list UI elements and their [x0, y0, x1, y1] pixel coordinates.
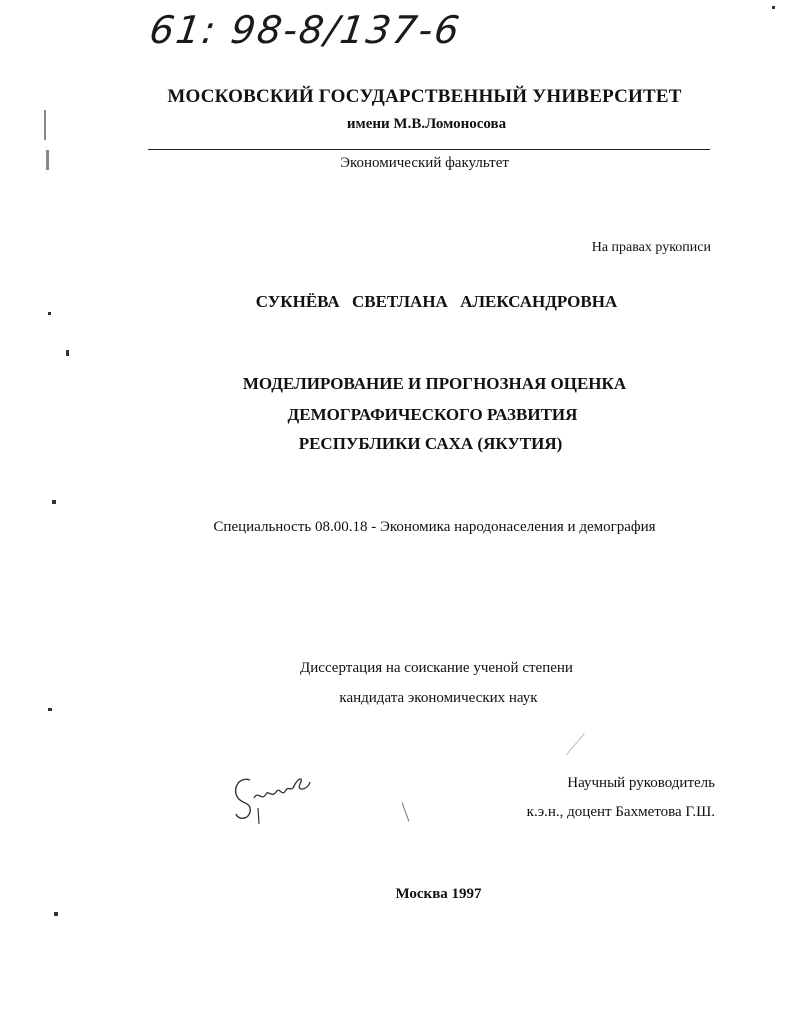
thesis-title-line-1: МОДЕЛИРОВАНИЕ И ПРОГНОЗНАЯ ОЦЕНКА [242, 374, 627, 393]
supervisor-label: Научный руководитель [567, 775, 715, 791]
scan-speck [44, 110, 46, 140]
author-name: СУКНЁВА СВЕТЛАНА АЛЕКСАНДРОВНА [255, 292, 618, 311]
city-year: Москва 1997 [395, 886, 482, 902]
scan-speck [54, 912, 58, 916]
scan-speck [52, 500, 56, 504]
thesis-title-line-3: РЕСПУБЛИКИ САХА (ЯКУТИЯ) [298, 434, 563, 453]
university-named-after: имени М.В.Ломоносова [346, 116, 507, 132]
scan-speck [772, 6, 775, 9]
supervisor-name: к.э.н., доцент Бахметова Г.Ш. [526, 804, 715, 820]
scan-speck [566, 733, 585, 755]
handwritten-shelfmark: 61: 98-8/137-6 [146, 8, 464, 52]
thesis-title-line-2: ДЕМОГРАФИЧЕСКОГО РАЗВИТИЯ [287, 405, 578, 424]
header-divider [148, 149, 710, 150]
scan-speck [66, 350, 69, 356]
author-signature [228, 768, 318, 828]
university-name: МОСКОВСКИЙ ГОСУДАРСТВЕННЫЙ УНИВЕРСИТЕТ [167, 86, 682, 107]
degree-line-1: Диссертация на соискание ученой степени [300, 660, 573, 676]
faculty-name: Экономический факультет [340, 155, 509, 171]
scan-speck [48, 312, 51, 315]
specialty-line: Специальность 08.00.18 - Экономика народонаселения и демография [213, 519, 656, 535]
scan-speck [46, 150, 49, 170]
rights-note: На правах рукописи [591, 240, 711, 255]
degree-line-2: кандидата экономических наук [339, 690, 538, 706]
scan-speck [402, 802, 410, 821]
scan-speck [48, 708, 52, 711]
